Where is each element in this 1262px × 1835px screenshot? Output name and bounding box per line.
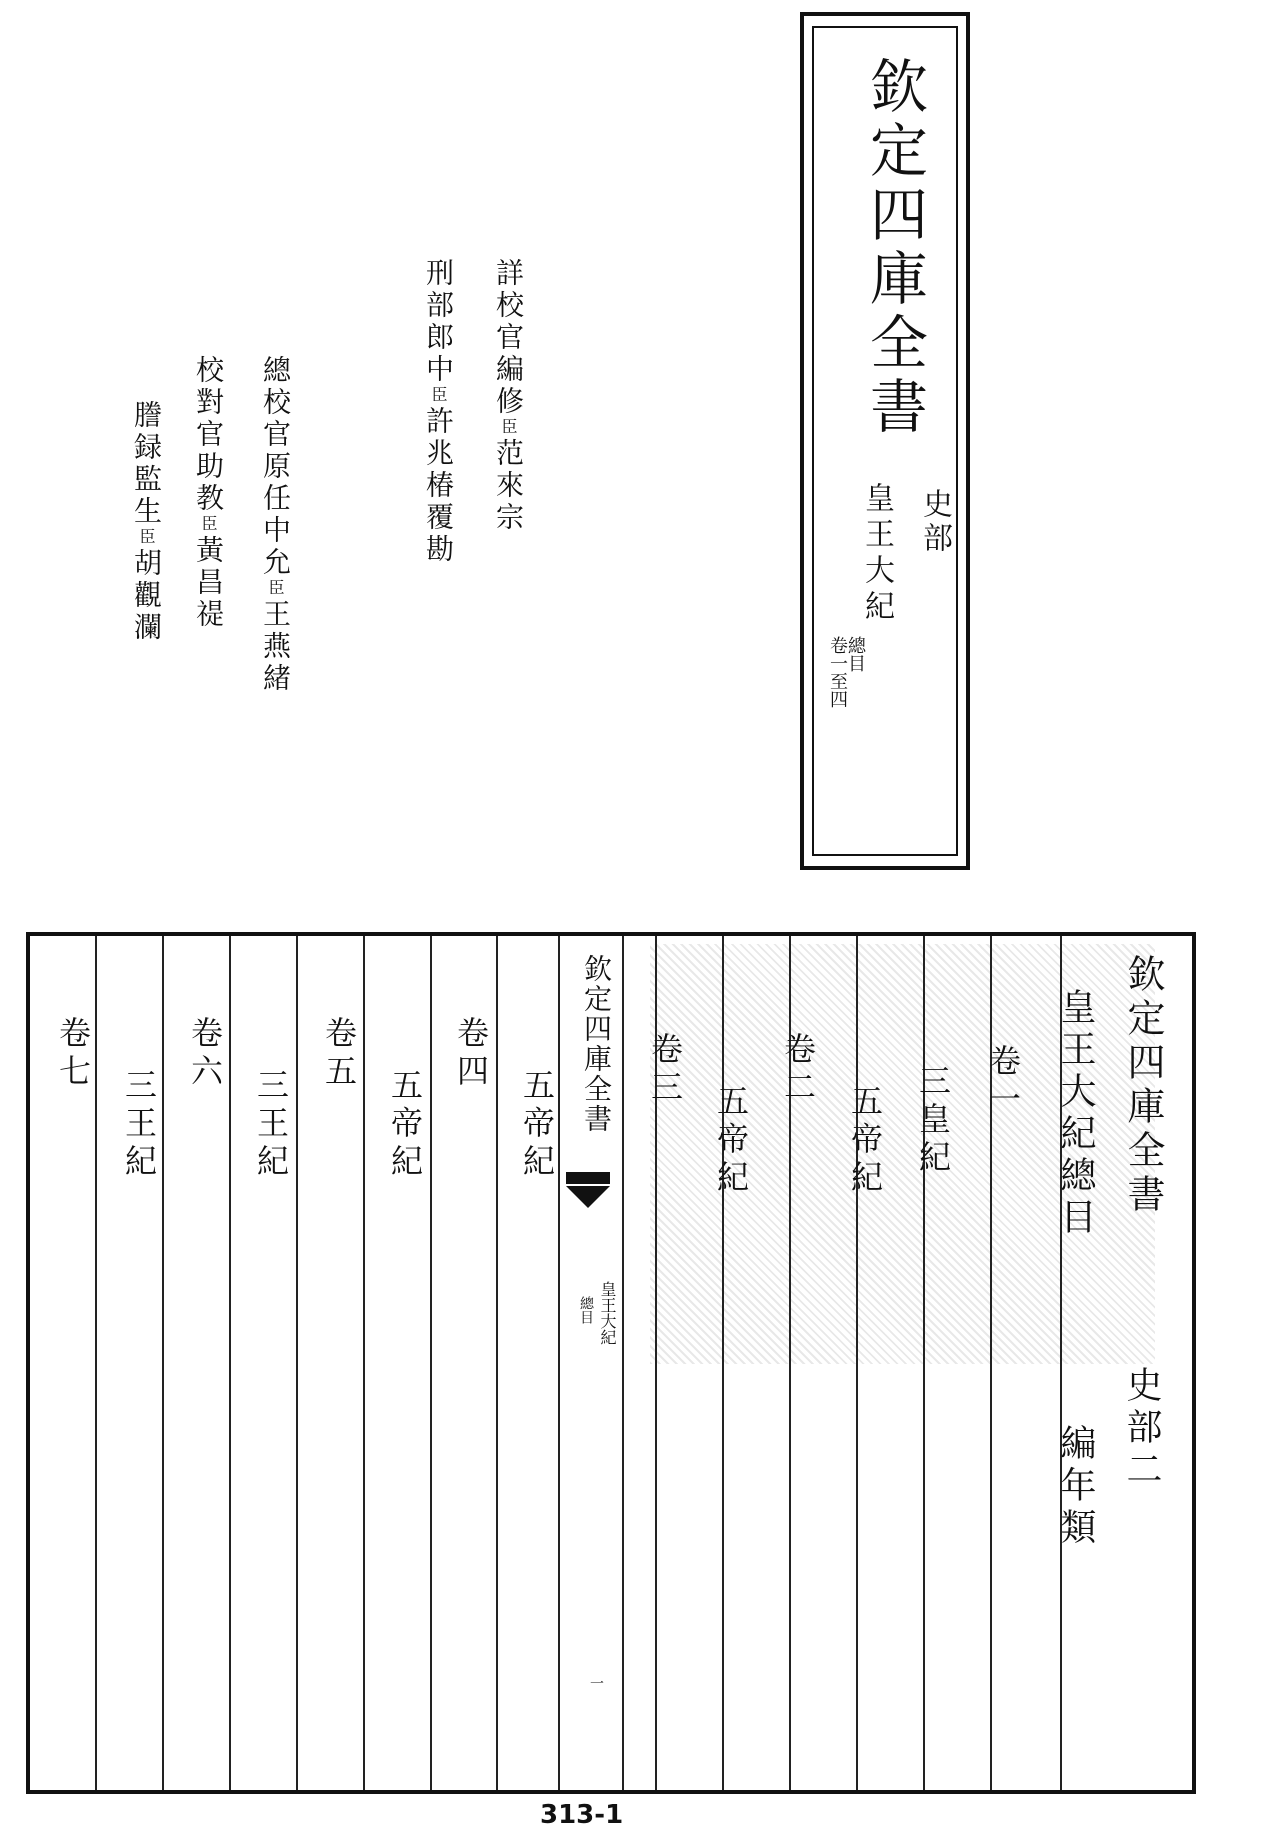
credit-column — [188, 355, 228, 631]
credit-name: 許兆椿覆勘 — [422, 406, 455, 566]
toc-volume: 卷四 — [452, 1016, 490, 1092]
credit-title: 臣 — [199, 515, 218, 535]
toc-volume: 卷五 — [320, 1016, 358, 1092]
credit-role: 詳校官編修 — [492, 258, 525, 418]
credit-role: 刑部郎中 — [422, 258, 455, 386]
toc-content: 三皇紀 — [914, 1064, 952, 1178]
credit-role: 校對官助教 — [192, 355, 225, 515]
credit-column — [255, 355, 295, 695]
credit-column — [488, 258, 528, 534]
credit-column — [418, 258, 458, 566]
column-rule — [722, 936, 724, 1790]
center-column-rule — [622, 936, 624, 1790]
toc-volume: 卷七 — [54, 1016, 92, 1092]
toc-page-frame — [26, 932, 1196, 1794]
toc-header-section: 史部二 — [1121, 1366, 1162, 1492]
credit-role: 總校官原任中允 — [259, 355, 292, 579]
column-rule — [363, 936, 365, 1790]
title-slip — [800, 12, 970, 870]
slip-main-title: 欽定四庫全書 — [860, 56, 928, 440]
column-rule — [296, 936, 298, 1790]
credit-name: 胡觀瀾 — [130, 548, 163, 644]
column-rule — [496, 936, 498, 1790]
credit-role: 謄録監生 — [130, 400, 163, 528]
page-number: 313-1 — [540, 1800, 624, 1830]
toc-content: 五帝紀 — [846, 1084, 884, 1198]
toc-header-title: 欽定四庫全書 — [1121, 954, 1165, 1218]
fish-tail-mark — [566, 1186, 610, 1208]
slip-volume-line-a: 總目 — [845, 636, 866, 672]
column-rule — [229, 936, 231, 1790]
center-column-rule — [558, 936, 560, 1790]
toc-volume: 卷一 — [984, 1044, 1022, 1120]
column-rule — [430, 936, 432, 1790]
toc-content: 五帝紀 — [712, 1084, 750, 1198]
credit-column — [126, 400, 166, 644]
credit-title: 臣 — [429, 386, 448, 406]
toc-content: 五帝紀 — [518, 1068, 556, 1182]
credit-name: 黃昌禔 — [192, 535, 225, 631]
credit-name: 王燕緒 — [259, 599, 292, 695]
toc-content: 三王紀 — [252, 1068, 290, 1182]
toc-volume: 卷六 — [186, 1016, 224, 1092]
column-rule — [162, 936, 164, 1790]
credit-title: 臣 — [137, 528, 156, 548]
slip-volume-line-b: 卷一至四 — [827, 636, 848, 708]
slip-work-title: 皇王大紀 — [859, 482, 894, 626]
toc-work-heading: 皇王大紀總目 — [1055, 988, 1096, 1240]
credit-title: 臣 — [499, 418, 518, 438]
toc-volume: 卷三 — [646, 1032, 684, 1108]
center-page-number: 一 — [588, 1676, 604, 1690]
toc-volume: 卷二 — [779, 1032, 817, 1108]
center-margin-title: 皇王大紀 — [598, 1281, 617, 1345]
column-rule — [856, 936, 858, 1790]
toc-category: 編年類 — [1055, 1424, 1096, 1550]
fish-tail-mark — [566, 1172, 610, 1184]
toc-content: 三王紀 — [120, 1068, 158, 1182]
slip-section: 史部 — [917, 488, 952, 556]
credit-name: 范來宗 — [492, 438, 525, 534]
toc-content: 五帝紀 — [386, 1068, 424, 1182]
center-margin-sub: 總目 — [578, 1296, 594, 1324]
credit-title: 臣 — [266, 579, 285, 599]
center-title: 欽定四庫全書 — [580, 954, 613, 1134]
